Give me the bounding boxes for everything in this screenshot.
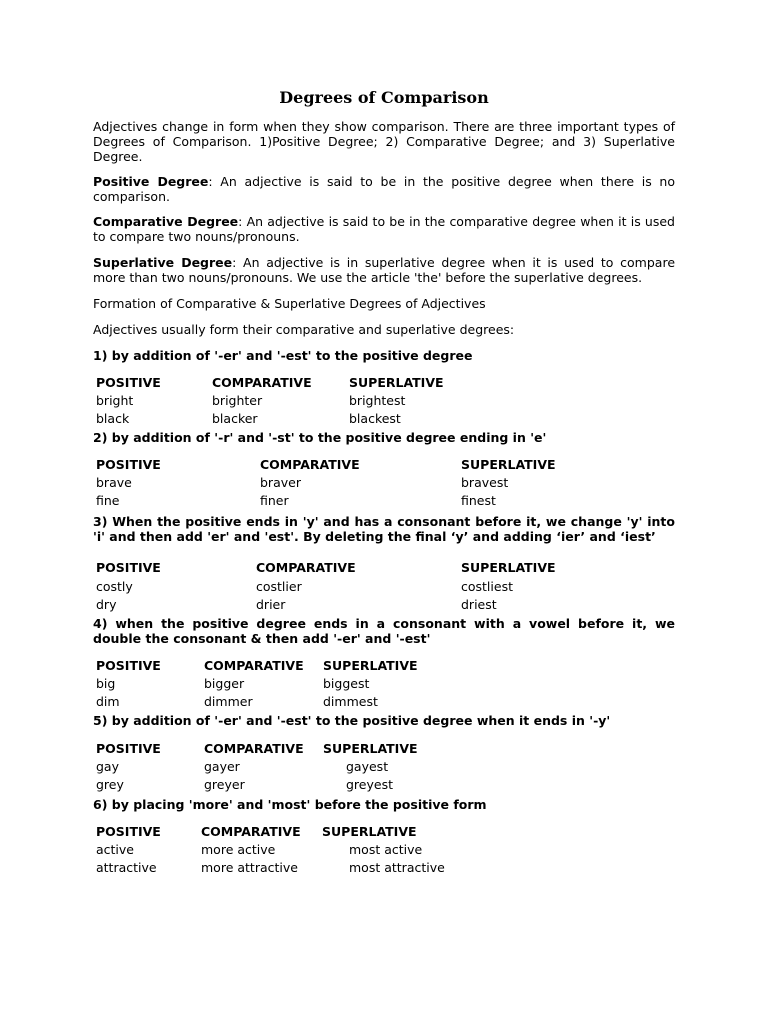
superlative-cell: most attractive xyxy=(349,860,445,875)
positive-cell: bright xyxy=(96,393,134,408)
comparison-table xyxy=(93,657,675,711)
column-header-superlative: SUPERLATIVE xyxy=(322,824,417,839)
table-row xyxy=(93,859,675,877)
table-row xyxy=(93,492,675,510)
rule-heading: 1) by addition of '-er' and '-est' to the positive degree xyxy=(93,348,473,363)
intro-paragraph: Adjectives change in form when they show comparison. There are three important types of Degrees of Comparison. 1)Positive Degree; 2) Comparative Degree; and 3) Superlative Degree. xyxy=(93,119,675,164)
table-header-row xyxy=(93,823,675,841)
comparative-cell: more active xyxy=(201,842,276,857)
table-header-row xyxy=(93,559,675,577)
comparison-table xyxy=(93,374,675,428)
comparison-table xyxy=(93,456,675,510)
positive-cell: fine xyxy=(96,493,120,508)
superlative-cell: bravest xyxy=(461,475,509,490)
table-row xyxy=(93,841,675,859)
definition-term: Comparative Degree xyxy=(93,214,239,229)
positive-cell: gay xyxy=(96,759,119,774)
positive-cell: brave xyxy=(96,475,132,490)
positive-cell: active xyxy=(96,842,134,857)
definition-text: : An adjective is said to be in the comparative degree when it is used to compare two nouns/pronouns. xyxy=(93,214,675,244)
rule-heading: 5) by addition of '-er' and '-est' to the positive degree when it ends in '-y' xyxy=(93,713,611,728)
comparative-cell: costlier xyxy=(256,579,302,594)
table-row xyxy=(93,596,675,614)
formation-title: Formation of Comparative & Superlative Degrees of Adjectives xyxy=(93,296,486,311)
positive-cell: dry xyxy=(96,597,117,612)
superlative-cell: gayest xyxy=(346,759,389,774)
column-header-superlative: SUPERLATIVE xyxy=(323,741,418,756)
table-row xyxy=(93,474,675,492)
positive-cell: attractive xyxy=(96,860,157,875)
formation-intro: Adjectives usually form their comparative and superlative degrees: xyxy=(93,322,515,337)
comparative-cell: greyer xyxy=(204,777,245,792)
table-row xyxy=(93,578,675,596)
column-header-superlative: SUPERLATIVE xyxy=(461,457,556,472)
column-header-comparative: COMPARATIVE xyxy=(256,560,356,575)
comparative-cell: drier xyxy=(256,597,286,612)
positive-cell: dim xyxy=(96,694,120,709)
table-row xyxy=(93,410,675,428)
comparative-cell: brighter xyxy=(212,393,263,408)
column-header-comparative: COMPARATIVE xyxy=(260,457,360,472)
column-header-superlative: SUPERLATIVE xyxy=(323,658,418,673)
table-row xyxy=(93,776,675,794)
superlative-cell: greyest xyxy=(346,777,393,792)
superlative-cell: finest xyxy=(461,493,496,508)
positive-cell: grey xyxy=(96,777,124,792)
definition-comparative xyxy=(93,214,675,244)
comparative-cell: more attractive xyxy=(201,860,298,875)
column-header-positive: POSITIVE xyxy=(96,457,161,472)
definition-text: : An adjective is in superlative degree when it is used to compare more than two nouns/pronouns. We use the article 'the' before the superlative degrees. xyxy=(93,255,676,285)
superlative-cell: costliest xyxy=(461,579,513,594)
column-header-positive: POSITIVE xyxy=(96,824,161,839)
table-header-row xyxy=(93,374,675,392)
superlative-cell: dimmest xyxy=(323,694,378,709)
definition-term: Positive Degree xyxy=(93,174,209,189)
definition-term: Superlative Degree xyxy=(93,255,233,270)
comparison-table xyxy=(93,823,675,877)
column-header-comparative: COMPARATIVE xyxy=(204,741,304,756)
column-header-positive: POSITIVE xyxy=(96,741,161,756)
comparative-cell: bigger xyxy=(204,676,245,691)
rule-heading: 4) when the positive degree ends in a consonant with a vowel before it, we double the consonant & then add '-er' and '-est' xyxy=(93,616,675,646)
positive-cell: costly xyxy=(96,579,133,594)
table-row xyxy=(93,675,675,693)
comparative-cell: braver xyxy=(260,475,301,490)
table-row xyxy=(93,392,675,410)
column-header-positive: POSITIVE xyxy=(96,375,161,390)
column-header-positive: POSITIVE xyxy=(96,560,161,575)
table-header-row xyxy=(93,740,675,758)
definition-superlative xyxy=(93,255,675,285)
superlative-cell: driest xyxy=(461,597,497,612)
table-header-row xyxy=(93,456,675,474)
column-header-comparative: COMPARATIVE xyxy=(204,658,304,673)
comparative-cell: blacker xyxy=(212,411,258,426)
rule-heading: 2) by addition of '-r' and '-st' to the positive degree ending in 'e' xyxy=(93,430,547,445)
column-header-comparative: COMPARATIVE xyxy=(212,375,312,390)
column-header-positive: POSITIVE xyxy=(96,658,161,673)
comparative-cell: gayer xyxy=(204,759,240,774)
table-header-row xyxy=(93,657,675,675)
definition-positive xyxy=(93,174,675,204)
column-header-superlative: SUPERLATIVE xyxy=(349,375,444,390)
superlative-cell: brightest xyxy=(349,393,406,408)
table-row xyxy=(93,693,675,711)
page-title: Degrees of Comparison xyxy=(279,88,489,107)
definition-text: : An adjective is said to be in the positive degree when there is no comparison. xyxy=(93,174,675,204)
superlative-cell: biggest xyxy=(323,676,370,691)
comparison-table xyxy=(93,559,675,614)
superlative-cell: blackest xyxy=(349,411,401,426)
superlative-cell: most active xyxy=(349,842,423,857)
column-header-superlative: SUPERLATIVE xyxy=(461,560,556,575)
rule-heading: 3) When the positive ends in 'y' and has a consonant before it, we change 'y' into 'i' and then add 'er' and 'est'. By deleting the final ‘y’ and adding ‘ier’ and ‘iest’ xyxy=(93,514,675,544)
rule-heading: 6) by placing 'more' and 'most' before the positive form xyxy=(93,797,487,812)
comparison-table xyxy=(93,740,675,794)
comparative-cell: dimmer xyxy=(204,694,253,709)
column-header-comparative: COMPARATIVE xyxy=(201,824,301,839)
positive-cell: black xyxy=(96,411,130,426)
table-row xyxy=(93,758,675,776)
positive-cell: big xyxy=(96,676,116,691)
comparative-cell: finer xyxy=(260,493,289,508)
